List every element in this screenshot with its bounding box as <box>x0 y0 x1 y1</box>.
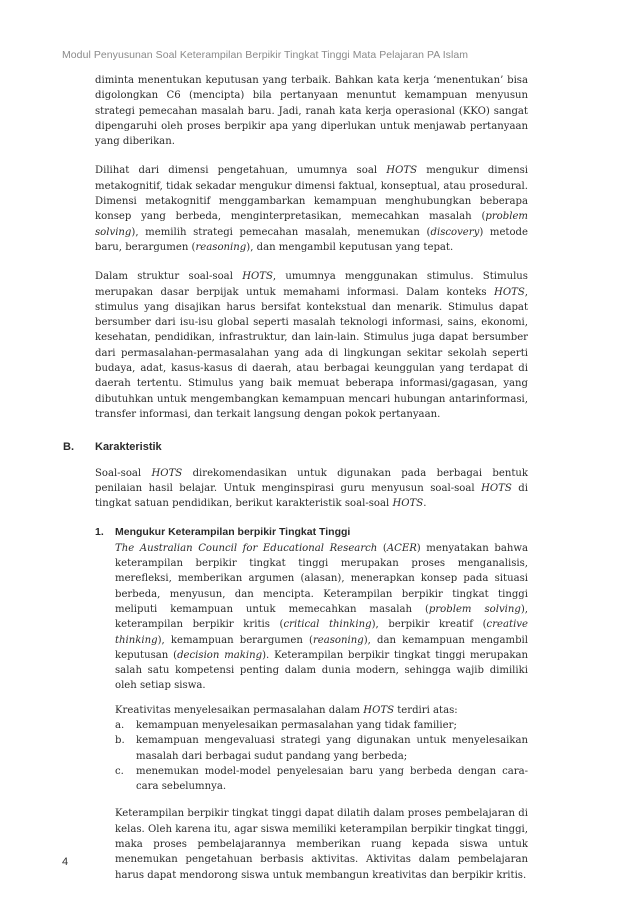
section-title: Karakteristik <box>95 441 162 454</box>
text: ), kemampuan berargumen ( <box>157 634 313 646</box>
org-name: The Australian Council for Educational Research <box>115 542 378 554</box>
text: Dalam struktur soal-soal <box>95 271 243 283</box>
text: , stimulus yang disajikan harus bersifat kontekstual dan menarik. Stimulus dapat bersumber dari isu-isu global seperti masalah teknologi informasi, sains, ekonomi, kesehatan, pendidikan, infrastruktur, dan lain-lain. Stimulus juga dapat bersumber dari permasalahan-permasalahan yang ada di lingkungan sekitar sekolah seperti budaya, adat, kasus-kasus di daerah, atau berbagai keunggulan yang terdapat di daerah tertentu. Stimulus yang baik memuat beberapa informasi/gagasan, yang dibutuhkan untuk mengembangkan kemampuan mencari hubungan antarinformasi, transfer informasi, dan terkait langsung dengan pokok pertanyaan. <box>95 286 528 420</box>
term: problem solving <box>95 211 528 238</box>
text: ), memilih strategi pemecahan masalah, menemukan ( <box>131 226 431 238</box>
paragraph-acer <box>115 541 528 694</box>
paragraph-closing <box>115 806 528 882</box>
text: direkomendasikan untuk digunakan pada berbagai bentuk penilaian hasil belajar. Untuk menginspirasi guru menyusun soal-soal <box>95 467 528 494</box>
page-body <box>63 73 528 897</box>
text: Kreativitas menyelesaikan permasalahan dalam <box>115 704 364 716</box>
page-number: 4 <box>62 856 69 868</box>
term-hots: HOTS <box>242 271 273 283</box>
term-hots: HOTS <box>481 482 512 494</box>
text: ( <box>377 542 387 554</box>
list-label: c. <box>115 765 124 777</box>
paragraph-kko <box>95 73 528 149</box>
text: ), keterampilan berpikir kritis ( <box>115 603 528 631</box>
text: . <box>423 498 427 510</box>
section-letter: B. <box>63 441 74 454</box>
term: reasoning <box>195 241 247 253</box>
term: creative thinking <box>115 619 528 646</box>
term: discovery <box>430 226 480 238</box>
term-hots: HOTS <box>363 704 394 716</box>
item-title: Mengukur Keterampilan berpikir Tingkat Tinggi <box>115 526 351 539</box>
text: ). Keterampilan berpikir tingkat tinggi merupakan salah satu kompetensi penting dalam dunia modern, sehingga wajib dimiliki oleh setiap siswa. <box>115 649 528 692</box>
text: ) metode baru, berargumen ( <box>95 226 528 253</box>
term: problem solving <box>428 603 521 615</box>
paragraph-kreativitas <box>115 703 528 718</box>
term-hots: HOTS <box>392 498 424 510</box>
text: Keterampilan berpikir tingkat tinggi dapat dilatih dalam proses pembelajaran di kelas. Oleh karena itu, agar siswa memiliki keterampilan berpikir tingkat tinggi, maka proses pembelajarannya memberikan ruang kepada siswa untuk menemukan pengetahuan berbasis aktivitas. Aktivitas dalam pembelajaran harus dapat mendorong siswa untuk membangun kreativitas dan berpikir kritis. <box>115 808 528 881</box>
text: Dilihat dari dimensi pengetahuan, umumnya soal <box>95 165 387 177</box>
list-label: a. <box>115 719 125 731</box>
term-hots: HOTS <box>494 286 525 298</box>
term-hots: HOTS <box>386 165 417 177</box>
list-text: kemampuan menyelesaikan permasalahan yang tidak familier; <box>136 719 457 731</box>
term: reasoning <box>312 634 364 646</box>
list-item <box>115 718 528 733</box>
list-label: b. <box>115 735 125 747</box>
term-hots: HOTS <box>151 467 183 479</box>
list-item <box>115 764 528 795</box>
text: ) menyatakan bahwa keterampilan berpikir tingkat tinggi merupakan proses menganalisis, merefleksi, memberikan argumen (alasan), menerapkan konsep pada situasi berbeda, menyusun, dan mencipta. Keterampilan berpikir tingkat tinggi meliputi kemampuan untuk memecahkan masalah ( <box>115 542 528 615</box>
running-header: Modul Penyusunan Soal Keterampilan Berpikir Tingkat Tinggi Mata Pelajaran PA Islam <box>62 49 469 61</box>
term: critical thinking <box>283 619 372 631</box>
text: ), dan kemampuan mengambil keputusan ( <box>115 634 528 661</box>
list-text: menemukan model-model penyelesaian baru yang berbeda dengan cara-cara sebelumnya. <box>136 765 528 793</box>
org-acronym: ACER <box>386 542 417 554</box>
numbered-item-1 <box>95 525 528 883</box>
text: ), berpikir kreatif ( <box>371 619 487 631</box>
list-text: kemampuan mengevaluasi strategi yang digunakan untuk menyelesaikan masalah dari berbagai sudut pandang yang berbeda; <box>136 735 528 762</box>
creativity-list <box>115 718 528 794</box>
text: diminta menentukan keputusan yang terbaik. Bahkan kata kerja ‘menentukan’ bisa digolongkan C6 (mencipta) bila pertanyaan menuntut kemampuan menyusun strategi pemecahan masalah baru. Jadi, ranah kata kerja operasional (KKO) sangat dipengaruhi oleh proses berpikir apa yang diperlukan untuk menjawab pertanyaan yang diberikan. <box>95 75 528 148</box>
text: , umumnya menggunakan stimulus. Stimulus merupakan dasar berpijak untuk memahami informasi. Dalam konteks <box>95 271 528 298</box>
paragraph-karakteristik <box>95 466 528 512</box>
text: ), dan mengambil keputusan yang tepat. <box>246 241 454 253</box>
paragraph-dimensi <box>95 163 528 255</box>
term: decision making <box>177 649 263 661</box>
text: Soal-soal <box>95 467 152 479</box>
section-heading <box>63 440 528 455</box>
list-item <box>115 733 528 764</box>
paragraph-stimulus <box>95 269 528 422</box>
text: terdiri atas: <box>394 704 458 716</box>
item-number: 1. <box>95 526 104 539</box>
text: mengukur dimensi metakognitif, tidak sekadar mengukur dimensi faktual, konseptual, atau prosedural. Dimensi metakognitif menggambarkan kemampuan menghubungkan beberapa konsep yang berbeda, menginterpretasikan, memecahkan masalah ( <box>95 165 528 223</box>
text: di tingkat satuan pendidikan, berikut karakteristik soal-soal <box>95 482 528 510</box>
